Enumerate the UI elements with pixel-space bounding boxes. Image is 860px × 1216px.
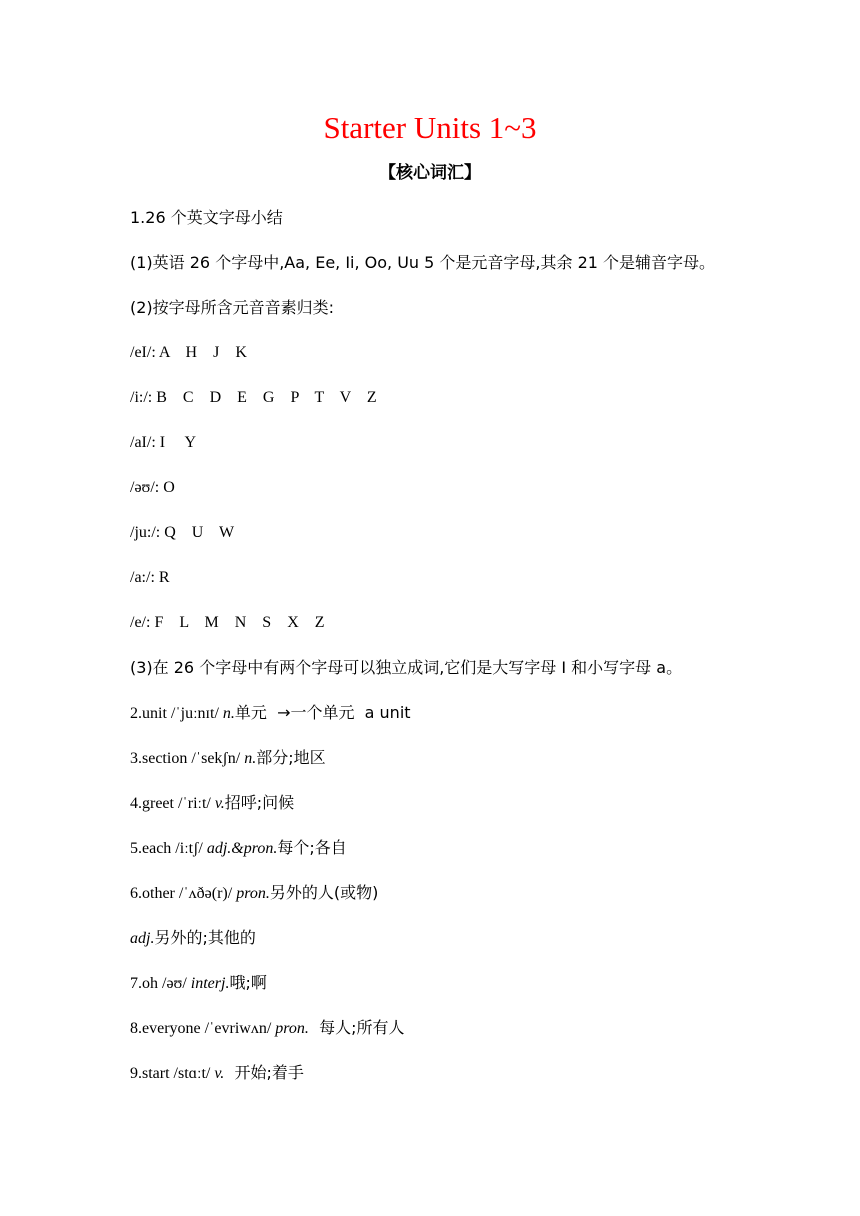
vocab-head: 8.everyone /ˈevriwʌn/	[130, 1020, 276, 1037]
vocab-head: 5.each /iːtʃ/	[130, 840, 207, 857]
phoneme-row-e: /e/: F L M N S X Z	[130, 614, 325, 631]
vocab-entry	[130, 1060, 304, 1086]
vocab-pos: n.	[244, 750, 257, 767]
vocab-meaning: 哦;啊	[229, 973, 267, 992]
vocab-pos: adj.	[130, 930, 155, 947]
vocab-pos: n.	[222, 705, 235, 722]
vocab-meaning: 每个;各自	[277, 838, 347, 857]
vocab-entry	[130, 835, 347, 861]
vocab-pos: v.	[214, 795, 225, 812]
phoneme-row-ou: /əʊ/: O	[130, 479, 175, 496]
vocab-pos: interj.	[190, 975, 230, 992]
page-title: Starter Units 1~3	[323, 110, 537, 145]
vocab-entry	[130, 925, 256, 951]
vocab-meaning: 开始;着手	[224, 1063, 304, 1082]
vocab-meaning: 招呼;问候	[224, 793, 295, 812]
vocab-entry	[130, 700, 411, 726]
paragraph-single-letter-words: (3)在 26 个字母中有两个字母可以独立成词,它们是大写字母 I 和小写字母 a。	[130, 658, 683, 677]
vocab-head: 6.other /ˈʌðə(r)/	[130, 885, 237, 902]
vocab-pos: pron.	[236, 885, 270, 902]
phoneme-row-i: /i:/: B C D E G P T V Z	[130, 389, 377, 406]
vocab-meaning: 单元 →一个单元 a unit	[234, 703, 411, 722]
vocab-head: 7.oh /əʊ/	[130, 975, 191, 992]
phoneme-row-ju: /ju:/: Q U W	[130, 524, 235, 541]
vocab-pos: v.	[214, 1065, 225, 1082]
vocab-entry	[130, 790, 294, 816]
vocab-head: 3.section /ˈsekʃn/	[130, 750, 245, 767]
phoneme-row-ei: /eI/: A H J K	[130, 344, 247, 361]
vocab-head: 4.greet /ˈriːt/	[130, 795, 215, 812]
vocab-meaning: 另外的;其他的	[154, 928, 256, 947]
paragraph-vowels: (1)英语 26 个字母中,Aa, Ee, Ii, Oo, Uu 5 个是元音字母,其余 21 个是辅音字母。	[130, 253, 716, 272]
vocab-head: 2.unit /ˈjuːnɪt/	[130, 705, 223, 722]
vocab-entry	[130, 1015, 405, 1041]
phoneme-row-ai: /aI/: I Y	[130, 434, 197, 451]
vocab-entry	[130, 970, 267, 996]
vocab-meaning: 部分;地区	[256, 748, 326, 767]
vocab-meaning: 另外的人(或物)	[269, 883, 379, 902]
vocab-entry	[130, 880, 378, 906]
section-heading: 【核心词汇】	[379, 163, 481, 183]
vocab-head: 9.start /stɑːt/	[130, 1065, 215, 1082]
paragraph-alphabet-summary: 1.26 个英文字母小结	[130, 208, 283, 227]
vocab-meaning: 每人;所有人	[308, 1018, 405, 1037]
phoneme-row-a: /a:/: R	[130, 569, 170, 586]
vocab-pos: pron.	[275, 1020, 309, 1037]
vocab-entry	[130, 745, 326, 771]
paragraph-classification: (2)按字母所含元音音素归类:	[130, 298, 335, 317]
vocab-pos: adj.&pron.	[206, 840, 278, 857]
